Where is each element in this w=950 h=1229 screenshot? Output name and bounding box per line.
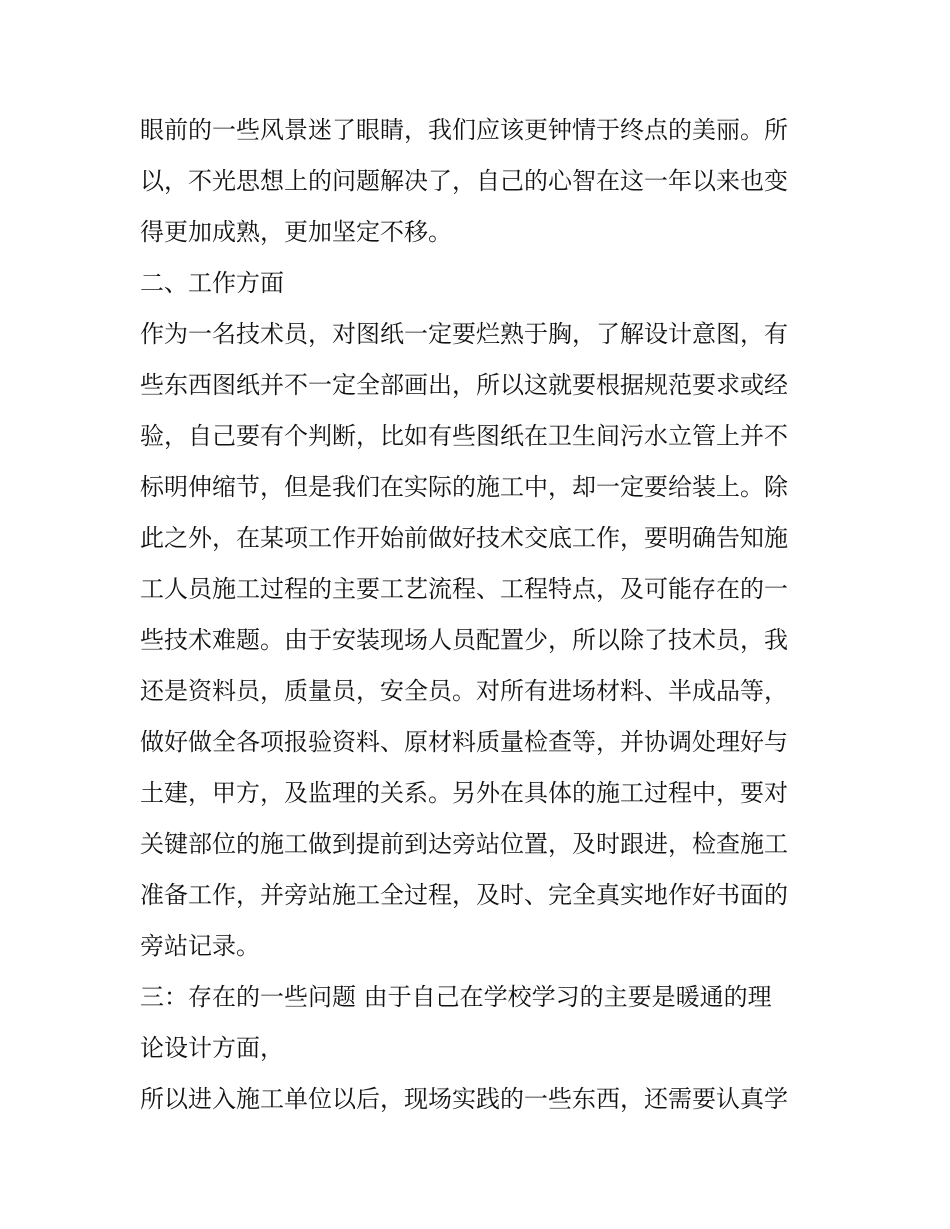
text-line: 得更加成熟，更加坚定不移。: [140, 218, 452, 246]
text-line: 标明伸缩节，但是我们在实际的施工中，却一定要给装上。除: [140, 473, 788, 501]
text-line: 验，自己要有个判断，比如有些图纸在卫生间污水立管上并不: [140, 422, 788, 450]
text-line: 眼前的一些风景迷了眼睛，我们应该更钟情于终点的美丽。所: [140, 116, 788, 144]
text-line: 做好做全各项报验资料、原材料质量检查等，并协调处理好与: [140, 728, 788, 756]
text-line: 以，不光思想上的问题解决了，自己的心智在这一年以来也变: [140, 167, 788, 195]
text-line: 关键部位的施工做到提前到达旁站位置，及时跟进，检查施工: [140, 830, 788, 858]
text-line: 土建，甲方，及监理的关系。另外在具体的施工过程中，要对: [140, 779, 788, 807]
text-line: 所以进入施工单位以后，现场实践的一些东西，还需要认真学: [140, 1085, 788, 1113]
text-line: 论设计方面，: [140, 1034, 284, 1062]
text-line: 些东西图纸并不一定全部画出，所以这就要根据规范要求或经: [140, 371, 788, 399]
text-line: 还是资料员，质量员，安全员。对所有进场材料、半成品等，: [140, 677, 788, 705]
text-line: 些技术难题。由于安装现场人员配置少，所以除了技术员，我: [140, 626, 788, 654]
text-line: 旁站记录。: [140, 932, 260, 960]
section-heading: 三：存在的一些问题 由于自己在学校学习的主要是暖通的理: [140, 983, 772, 1011]
text-line: 作为一名技术员，对图纸一定要烂熟于胸，了解设计意图，有: [140, 320, 788, 348]
section-heading: 二、工作方面: [140, 269, 284, 297]
text-line: 准备工作，并旁站施工全过程，及时、完全真实地作好书面的: [140, 881, 788, 909]
text-line: 此之外，在某项工作开始前做好技术交底工作，要明确告知施: [140, 524, 788, 552]
text-line: 工人员施工过程的主要工艺流程、工程特点，及可能存在的一: [140, 575, 788, 603]
